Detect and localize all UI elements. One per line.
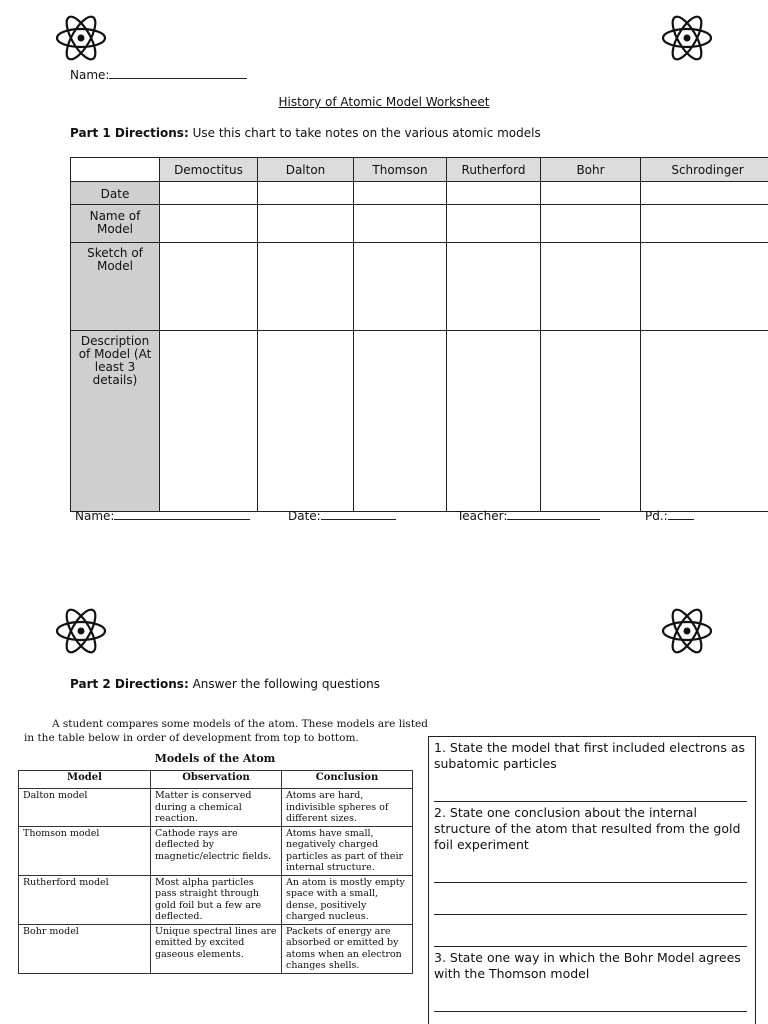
name-field[interactable] bbox=[70, 68, 247, 82]
notes-cell[interactable] bbox=[641, 331, 768, 512]
table-row: Dalton model Matter is conserved during a chemical reaction. Atoms are hard, indivisible spheres of different sizes. bbox=[19, 789, 413, 827]
row-header-sketch: Sketch of Model bbox=[71, 243, 160, 331]
column-header: Rutherford bbox=[447, 158, 541, 182]
row-header-name: Name of Model bbox=[71, 205, 160, 243]
atom-icon bbox=[661, 605, 713, 657]
row-header-date: Date bbox=[71, 182, 160, 205]
question-box bbox=[428, 736, 756, 1024]
notes-cell[interactable] bbox=[447, 243, 541, 331]
models-header: Conclusion bbox=[282, 771, 413, 789]
atom-icon bbox=[661, 12, 713, 64]
notes-cell[interactable] bbox=[258, 182, 354, 205]
notes-cell[interactable] bbox=[160, 205, 258, 243]
notes-cell[interactable] bbox=[641, 243, 768, 331]
footer-teacher-field[interactable]: Teacher: bbox=[457, 509, 600, 523]
notes-cell[interactable] bbox=[447, 205, 541, 243]
atom-icon bbox=[55, 12, 107, 64]
notes-cell[interactable] bbox=[160, 182, 258, 205]
models-header: Observation bbox=[151, 771, 282, 789]
table-row: Rutherford model Most alpha particles pass straight through gold foil but a few are deflected. An atom is mostly empty space with a small, dense, positively charged nucleus. bbox=[19, 875, 413, 924]
part1-directions: Part 1 Directions: Use this chart to take notes on the various atomic models bbox=[70, 126, 541, 140]
notes-cell[interactable] bbox=[541, 182, 641, 205]
notes-table bbox=[70, 157, 768, 512]
question-3: 3. State one way in which the Bohr Model agrees with the Thomson model bbox=[434, 950, 741, 981]
models-table-title: Models of the Atom bbox=[154, 752, 276, 765]
answer-line[interactable] bbox=[434, 946, 747, 947]
notes-cell[interactable] bbox=[447, 331, 541, 512]
notes-cell[interactable] bbox=[258, 205, 354, 243]
column-header: Thomson bbox=[354, 158, 447, 182]
notes-cell[interactable] bbox=[354, 331, 447, 512]
notes-cell[interactable] bbox=[541, 243, 641, 331]
answer-line[interactable] bbox=[434, 1011, 747, 1012]
atom-icon bbox=[55, 605, 107, 657]
worksheet-title: History of Atomic Model Worksheet bbox=[278, 95, 490, 109]
row-header-description: Description of Model (At least 3 details) bbox=[71, 331, 160, 512]
column-header: Dalton bbox=[258, 158, 354, 182]
notes-cell[interactable] bbox=[354, 182, 447, 205]
notes-cell[interactable] bbox=[160, 331, 258, 512]
name-label: Name: bbox=[70, 68, 110, 82]
answer-line[interactable] bbox=[434, 914, 747, 915]
part2-directions: Part 2 Directions: Answer the following questions bbox=[70, 677, 380, 691]
notes-cell[interactable] bbox=[258, 243, 354, 331]
notes-cell[interactable] bbox=[641, 205, 768, 243]
answer-line[interactable] bbox=[434, 882, 747, 883]
notes-cell[interactable] bbox=[160, 243, 258, 331]
answer-line[interactable] bbox=[434, 801, 747, 802]
models-header: Model bbox=[19, 771, 151, 789]
question-2: 2. State one conclusion about the internal structure of the atom that resulted from the gold foil experiment bbox=[434, 805, 741, 852]
intro-paragraph: A student compares some models of the atom. These models are listed in the table below in order of development from top to bottom. bbox=[24, 718, 428, 744]
question-1: 1. State the model that first included electrons as subatomic particles bbox=[434, 740, 746, 771]
notes-cell[interactable] bbox=[354, 205, 447, 243]
notes-cell[interactable] bbox=[354, 243, 447, 331]
column-header: Schrodinger bbox=[641, 158, 768, 182]
footer-name-field[interactable]: Name: bbox=[75, 509, 250, 523]
notes-cell[interactable] bbox=[447, 182, 541, 205]
notes-cell[interactable] bbox=[541, 331, 641, 512]
notes-cell[interactable] bbox=[541, 205, 641, 243]
column-header: Democtitus bbox=[160, 158, 258, 182]
table-row: Bohr model Unique spectral lines are emitted by excited gaseous elements. Packets of energy are absorbed or emitted by atoms when an electron changes shells. bbox=[19, 924, 413, 973]
corner-cell bbox=[71, 158, 160, 182]
footer-date-field[interactable]: Date: bbox=[288, 509, 396, 523]
models-table bbox=[18, 770, 413, 974]
table-row: Thomson model Cathode rays are deflected by magnetic/electric fields. Atoms have small, negatively charged particles as part of their internal structure. bbox=[19, 826, 413, 875]
notes-cell[interactable] bbox=[641, 182, 768, 205]
column-header: Bohr bbox=[541, 158, 641, 182]
notes-cell[interactable] bbox=[258, 331, 354, 512]
footer-period-field[interactable]: Pd.: bbox=[645, 509, 694, 523]
